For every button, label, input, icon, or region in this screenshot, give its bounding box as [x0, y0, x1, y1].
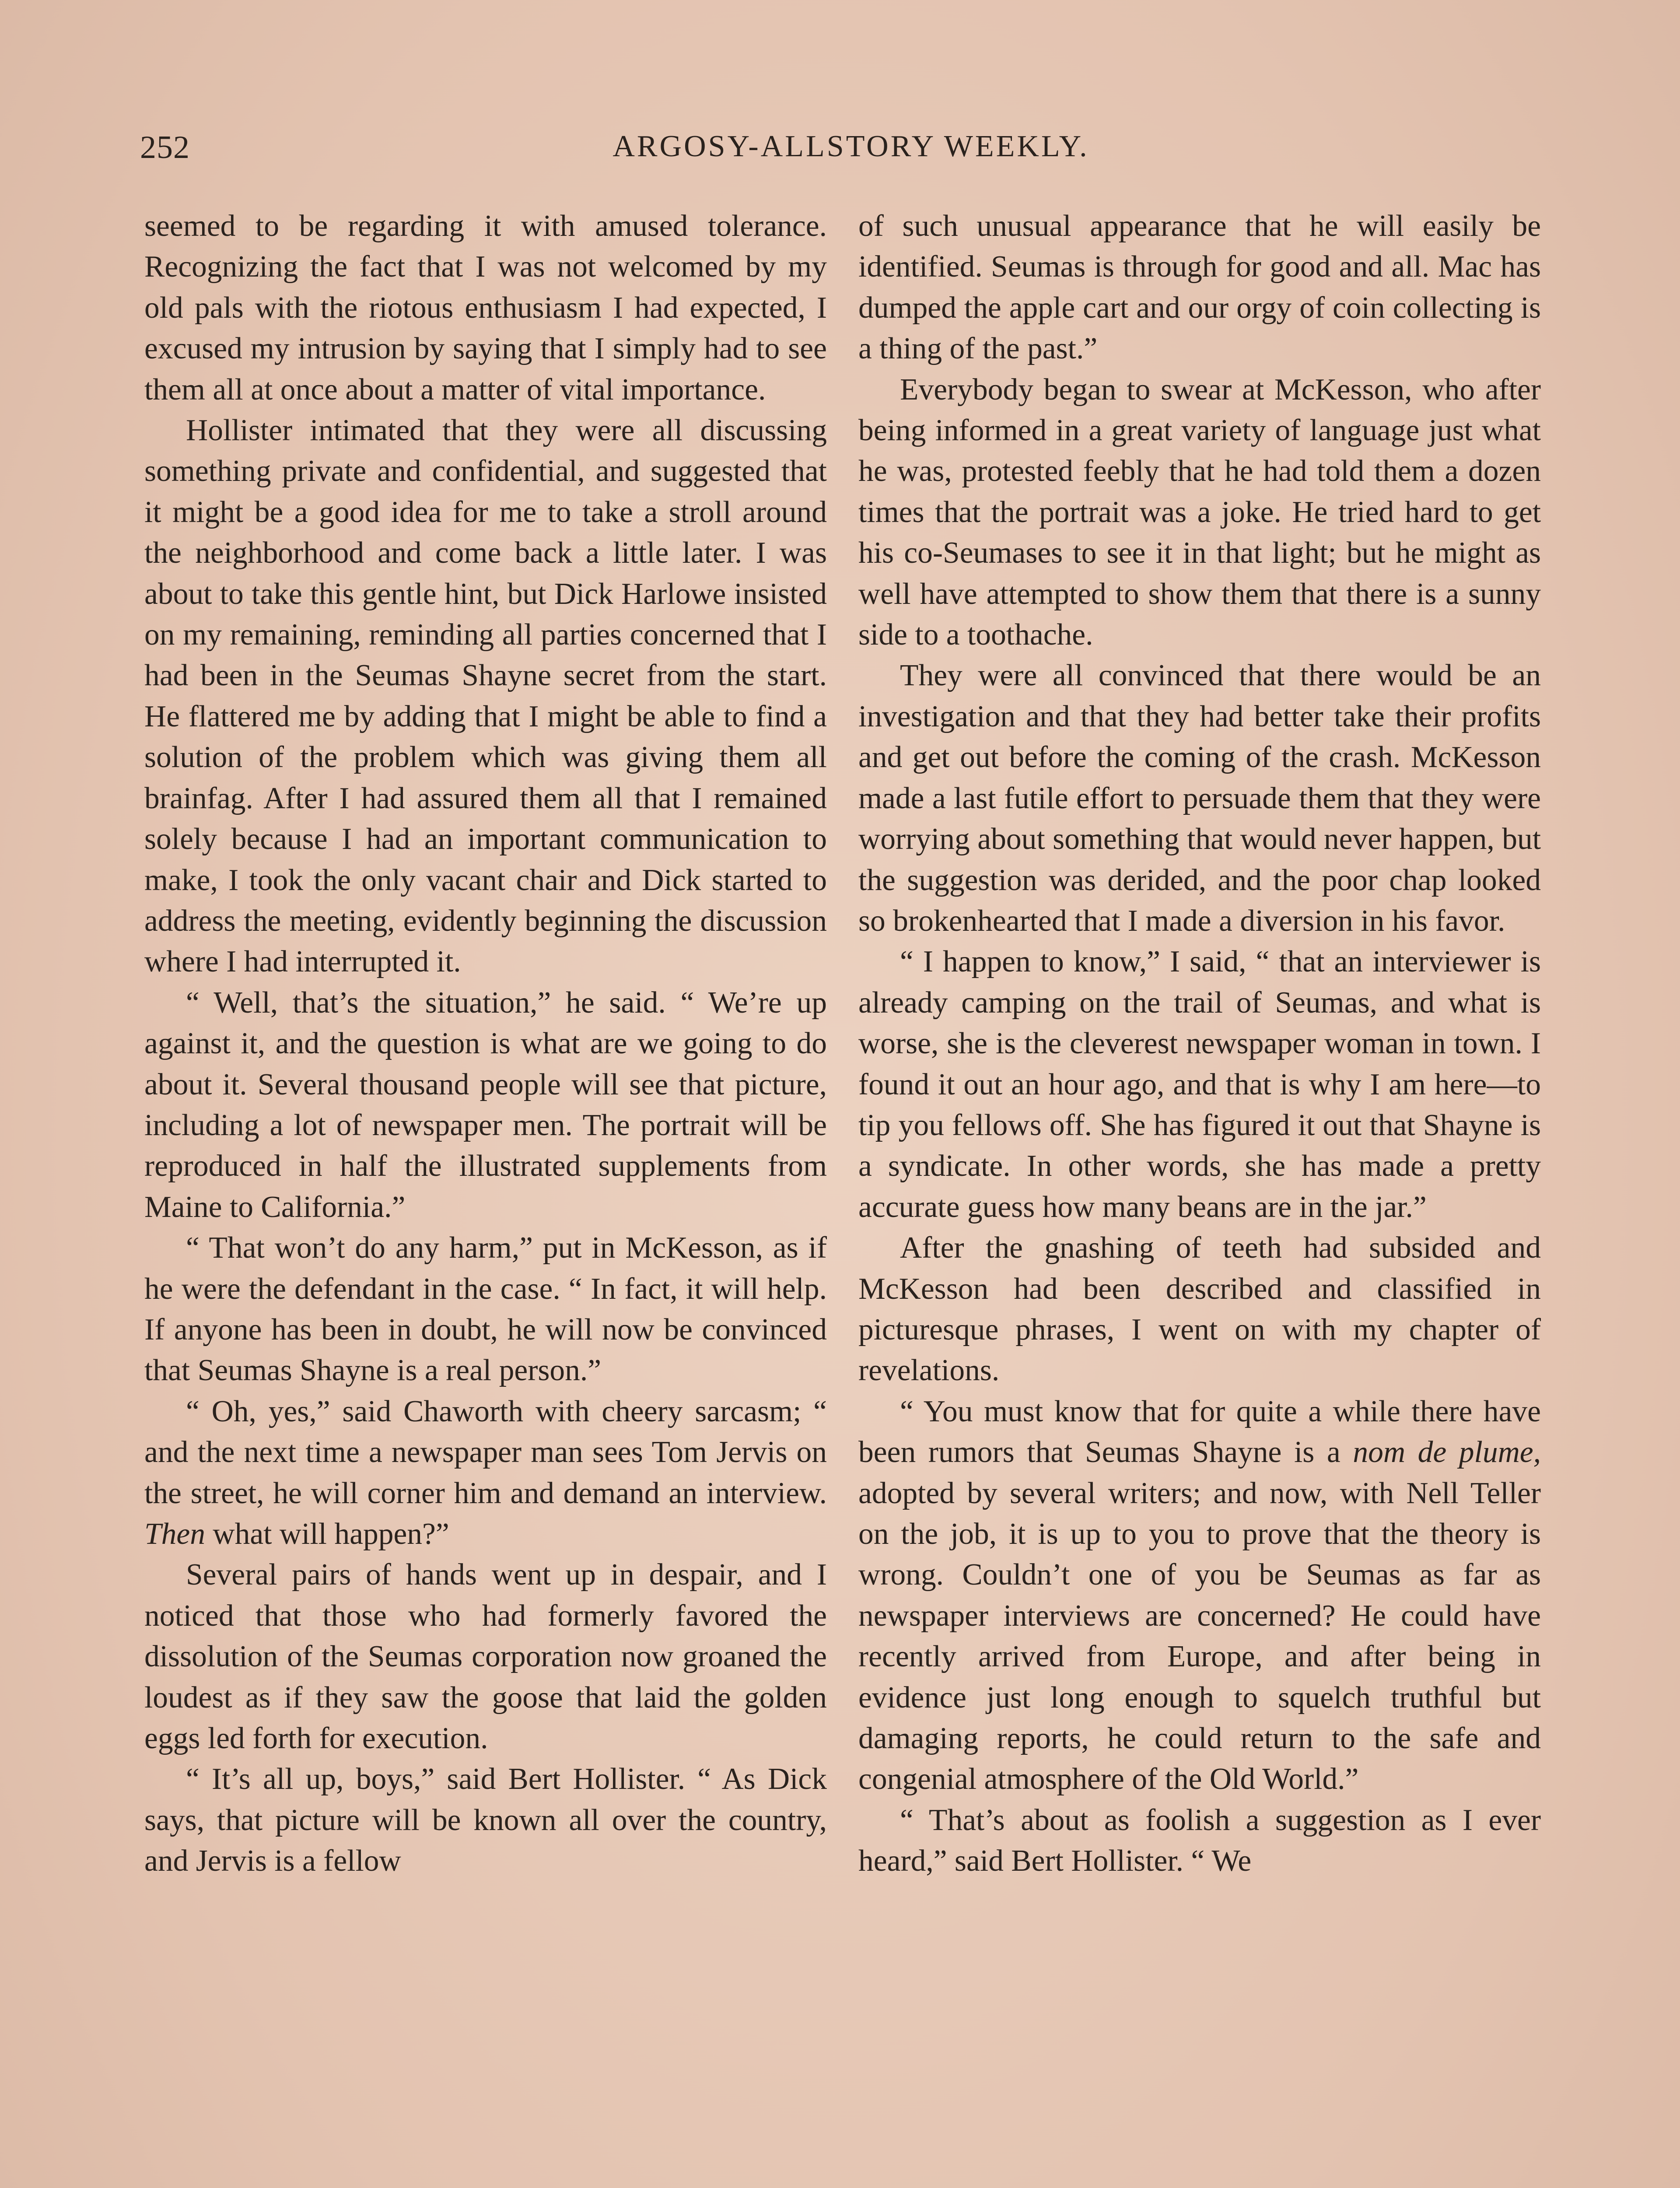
- paragraph: Several pairs of hands went up in despair, and I noticed that those who had formerly favored the dissolution of the Seumas corporation now groaned the loudest as if they saw the goose that laid the golden eggs led forth for execution.: [144, 1558, 827, 1756]
- right-text-column: [858, 206, 1541, 1882]
- paragraph: “ That won’t do any harm,” put in McKesson, as if he were the defendant in the case. “ In fact, it will help. If anyone has been in doubt, he will now be convinced that Seumas Shayne is a real person.”: [144, 1231, 827, 1388]
- page-number: 252: [140, 130, 190, 165]
- paragraph: “ I happen to know,” I said, “ that an interviewer is already camping on the trail of Seumas, and what is worse, she is the cleverest newspaper woman in town. I found it out an hour ago, and that is why I am here—to tip you fellows off. She has figured it out that Shayne is a syndicate. In other words, she has made a pretty accurate guess how many beans are in the jar.”: [858, 945, 1541, 1224]
- paragraph: of such unusual appearance that he will easily be identified. Seumas is through for good and all. Mac has dumped the apple cart and our orgy of coin collecting is a thing of the past.”: [858, 209, 1541, 366]
- paragraph: “ It’s all up, boys,” said Bert Hollister. “ As Dick says, that picture will be known all over the country, and Jervis is a fellow: [144, 1762, 827, 1878]
- journal-title: ARGOSY-ALLSTORY WEEKLY.: [612, 130, 1089, 163]
- paragraph: “ You must know that for quite a while there have been rumors that Seumas Shayne is a nom de plume, adopted by several writers; and now, with Nell Teller on the job, it is up to you to prove that the theory is wrong. Couldn’t one of you be Seumas as far as newspaper interviews are concerned? He could have recently arrived from Europe, and after being in evidence just long enough to squelch truthful but damaging reports, he could return to the safe and congenial atmosphere of the Old World.”: [858, 1394, 1541, 1796]
- paragraph: “ Well, that’s the situation,” he said. “ We’re up against it, and the question is what are we going to do about it. Several thousand people will see that picture, including a lot of newspaper men. The portrait will be reproduced in half the illustrated supplements from Maine to California.”: [144, 985, 827, 1224]
- paragraph: “ Oh, yes,” said Chaworth with cheery sarcasm; “ and the next time a newspaper man sees Tom Jervis on the street, he will corner him and demand an interview. Then what will happen?”: [144, 1394, 827, 1551]
- paragraph: Everybody began to swear at McKesson, who after being informed in a great variety of language just what he was, protested feebly that he had told them a dozen times that the portrait was a joke. He tried hard to get his co-Seumases to see it in that light; but he might as well have attempted to show them that there is a sunny side to a toothache.: [858, 372, 1541, 652]
- paragraph: They were all convinced that there would be an investigation and that they had better take their profits and get out before the coming of the crash. McKesson made a last futile effort to persuade them that they were worrying about something that would never happen, but the suggestion was derided, and the poor chap looked so brokenhearted that I made a diversion in his favor.: [858, 659, 1541, 938]
- running-head: [140, 129, 1562, 177]
- left-text-column: [144, 206, 827, 1882]
- paragraph: After the gnashing of teeth had subsided and McKesson had been described and classified in picturesque phrases, I went on with my chapter of revelations.: [858, 1231, 1541, 1388]
- paragraph: seemed to be regarding it with amused tolerance. Recognizing the fact that I was not welcomed by my old pals with the riotous enthusiasm I had expected, I excused my intrusion by saying that I simply had to see them all at once about a matter of vital importance.: [144, 209, 827, 407]
- paragraph: Hollister intimated that they were all discussing something private and confidential, and suggested that it might be a good idea for me to take a stroll around the neighborhood and come back a little later. I was about to take this gentle hint, but Dick Harlowe insisted on my remaining, reminding all parties concerned that I had been in the Seumas Shayne secret from the start. He flattered me by adding that I might be able to find a solution of the problem which was giving them all brainfag. After I had assured them all that I remained solely because I had an important communication to make, I took the only vacant chair and Dick started to address the meeting, evidently beginning the discussion where I had interrupted it.: [144, 414, 827, 979]
- paragraph: “ That’s about as foolish a suggestion as I ever heard,” said Bert Hollister. “ We: [858, 1803, 1541, 1878]
